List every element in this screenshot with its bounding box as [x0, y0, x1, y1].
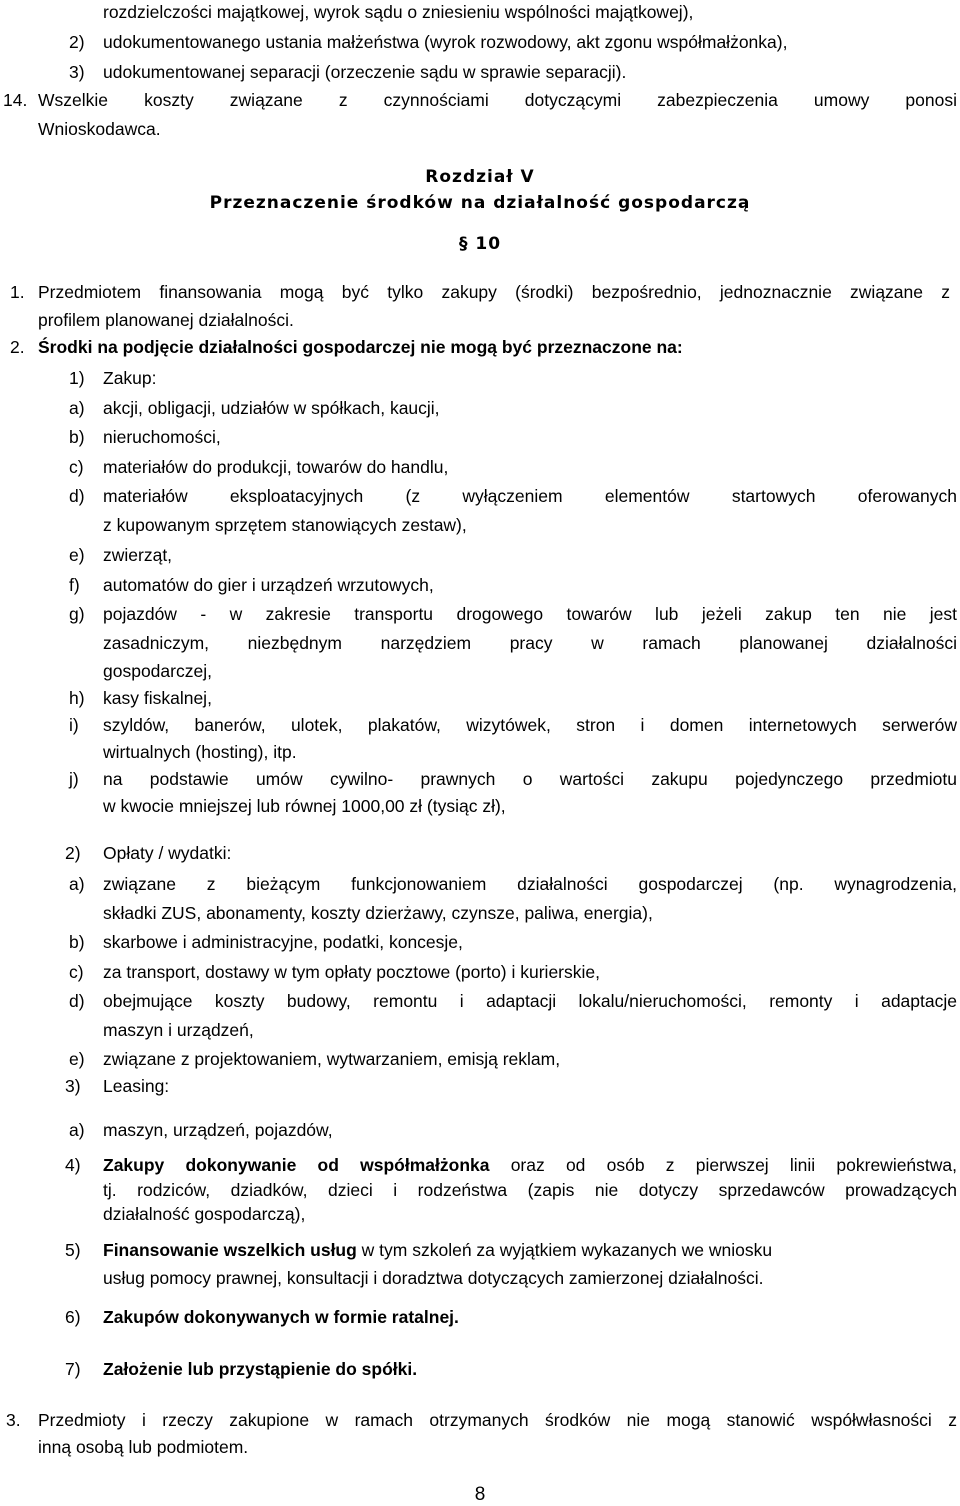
sub-text: obejmujące koszty budowy, remontu i adaptacji lokalu/nieruchomości, remonty i adaptacje	[103, 991, 957, 1011]
sub-text: nieruchomości,	[103, 427, 221, 447]
sub-text: zwierząt,	[103, 545, 173, 565]
item-title: Zakup:	[103, 368, 157, 388]
sub-text: za transport, dostawy w tym opłaty pocztowe (porto) i kurierskie,	[103, 962, 600, 982]
item-text: Zakupy dokonywanie od współmałżonka oraz od osób z pierwszej linii pokrewieństwa,	[103, 1155, 958, 1175]
item-number: 6)	[65, 1307, 81, 1327]
sub-text: z kupowanym sprzętem stanowiących zestaw),	[103, 515, 467, 535]
paragraph-number: 14.	[3, 90, 28, 110]
item-text: działalność gospodarczą),	[103, 1204, 306, 1224]
chapter-title: Rozdział V	[425, 167, 535, 187]
sub-letter: b)	[69, 932, 85, 952]
sub-letter: j)	[69, 769, 79, 789]
sub-text: pojazdów - w zakresie transportu drogowego towarów lub jeżeli zakup ten nie jest	[103, 604, 957, 624]
item-text: Zakupów dokonywanych w formie ratalnej.	[103, 1307, 459, 1327]
item-text: udokumentowanej separacji (orzeczenie sądu w sprawie separacji).	[103, 62, 627, 82]
sub-letter: e)	[69, 1049, 85, 1069]
item-number: 3)	[69, 62, 85, 82]
paragraph-number: 1.	[10, 282, 25, 302]
sub-text: kasy fiskalnej,	[103, 688, 212, 708]
paragraph-text: inną osobą lub podmiotem.	[38, 1437, 249, 1457]
sub-text: szyldów, banerów, ulotek, plakatów, wizytówek, stron i domen internetowych serwerów	[103, 715, 957, 735]
continuation-line: rozdzielczości majątkowej, wyrok sądu o zniesieniu wspólności majątkowej),	[103, 2, 694, 22]
item-text: tj. rodziców, dziadków, dzieci i rodzeństwa (zapis nie dotyczy sprzedawców prowadzących	[103, 1180, 957, 1200]
item-number: 2)	[69, 32, 85, 52]
paragraph-text: Wszelkie koszty związane z czynnościami dotyczącymi zabezpieczenia umowy ponosi	[38, 90, 957, 110]
item-text: Finansowanie wszelkich usług w tym szkoleń za wyjątkiem wykazanych we wniosku	[103, 1240, 773, 1260]
sub-letter: d)	[69, 486, 85, 506]
paragraph-number: 2.	[10, 337, 25, 357]
item-text: usług pomocy prawnej, konsultacji i doradztwa dotyczących zamierzonej działalności.	[103, 1268, 764, 1288]
item-text: Założenie lub przystąpienie do spółki.	[103, 1359, 418, 1379]
sub-letter: c)	[69, 962, 84, 982]
paragraph-text: Przedmiotem finansowania mogą być tylko zakupy (środki) bezpośrednio, jednoznacznie związane z	[38, 282, 950, 302]
sub-letter: b)	[69, 427, 85, 447]
sub-text: związane z bieżącym funkcjonowaniem działalności gospodarczej (np. wynagrodzenia,	[103, 874, 957, 894]
item-number: 1)	[69, 368, 85, 388]
sub-text: zasadniczym, niezbędnym narzędziem pracy w ramach planowanej działalności	[103, 633, 957, 653]
paragraph-number: 3.	[6, 1410, 21, 1430]
sub-letter: d)	[69, 991, 85, 1011]
item-number: 5)	[65, 1240, 81, 1260]
sub-text: związane z projektowaniem, wytwarzaniem, emisją reklam,	[103, 1049, 561, 1069]
paragraph-text: profilem planowanej działalności.	[38, 310, 294, 330]
sub-text: materiałów eksploatacyjnych (z wyłączeniem elementów startowych oferowanych	[103, 486, 957, 506]
sub-letter: i)	[69, 715, 79, 735]
sub-letter: a)	[69, 874, 85, 894]
item-number: 7)	[65, 1359, 81, 1379]
sub-letter: a)	[69, 1120, 85, 1140]
sub-text: gospodarczej,	[103, 661, 212, 681]
sub-text: maszyn, urządzeń, pojazdów,	[103, 1120, 333, 1140]
item-title: Leasing:	[103, 1076, 170, 1096]
item-text: udokumentowanego ustania małżeństwa (wyrok rozwodowy, akt zgonu współmałżonka),	[103, 32, 788, 52]
paragraph-text: Przedmioty i rzeczy zakupione w ramach otrzymanych środków nie mogą stanowić współwłasności z	[38, 1410, 957, 1430]
sub-text: maszyn i urządzeń,	[103, 1020, 254, 1040]
sub-text: w kwocie mniejszej lub równej 1000,00 zł (tysiąc zł),	[103, 796, 506, 816]
sub-letter: h)	[69, 688, 85, 708]
item-number: 4)	[65, 1155, 81, 1175]
page-number: 8	[474, 1484, 486, 1505]
chapter-subtitle: Przeznaczenie środków na działalność gospodarczą	[209, 193, 751, 213]
sub-text: akcji, obligacji, udziałów w spółkach, kaucji,	[103, 398, 440, 418]
paragraph-text: Wnioskodawca.	[38, 119, 161, 139]
paragraph-text: Środki na podjęcie działalności gospodarczej nie mogą być przeznaczone na:	[38, 337, 683, 357]
sub-letter: c)	[69, 457, 84, 477]
sub-text: wirtualnych (hosting), itp.	[103, 742, 297, 762]
sub-text: automatów do gier i urządzeń wrzutowych,	[103, 575, 434, 595]
sub-text: składki ZUS, abonamenty, koszty dzierżawy, czynsze, paliwa, energia),	[103, 903, 653, 923]
sub-text: skarbowe i administracyjne, podatki, koncesje,	[103, 932, 463, 952]
sub-text: materiałów do produkcji, towarów do handlu,	[103, 457, 449, 477]
item-number: 2)	[65, 843, 81, 863]
item-number: 3)	[65, 1076, 81, 1096]
section-number: § 10	[458, 234, 502, 254]
sub-letter: g)	[69, 604, 85, 624]
sub-text: na podstawie umów cywilno- prawnych o wartości zakupu pojedynczego przedmiotu	[103, 769, 957, 789]
item-title: Opłaty / wydatki:	[103, 843, 232, 863]
sub-letter: a)	[69, 398, 85, 418]
sub-letter: f)	[69, 575, 80, 595]
sub-letter: e)	[69, 545, 85, 565]
